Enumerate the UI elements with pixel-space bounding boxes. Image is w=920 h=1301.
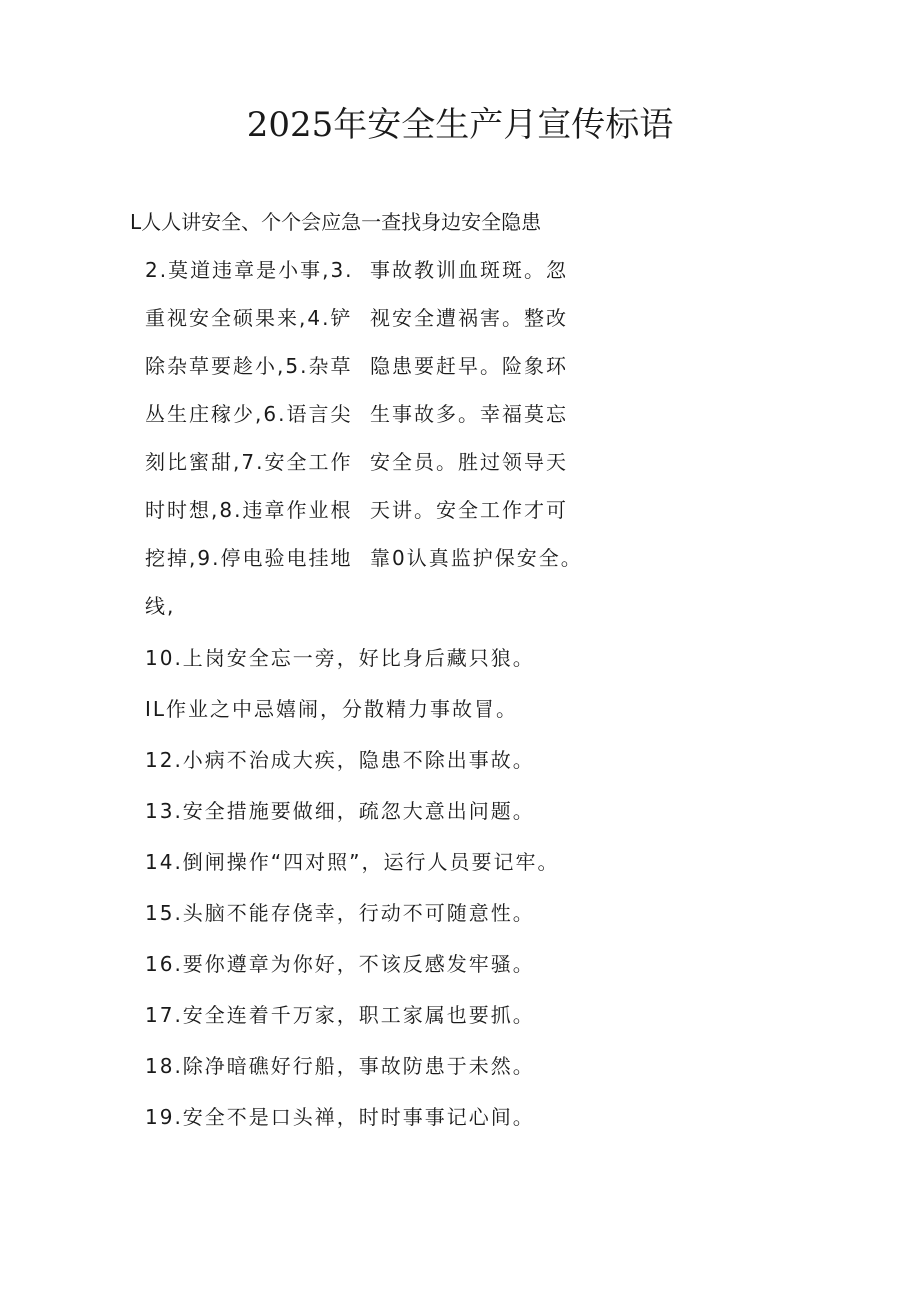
left-column-line: 除杂草要趁小,5.杂草 <box>145 354 353 378</box>
slogan-line-1: L人人讲安全、个个会应急一查找身边安全隐患 <box>130 210 542 234</box>
slogan-item: 17.安全连着千万家，职工家属也要抓。 <box>145 1003 535 1027</box>
left-column-line: 时时想,8.违章作业根 <box>145 498 353 522</box>
left-column-line: 挖掉,9.停电验电挂地 <box>145 546 353 570</box>
right-column-line: 靠0认真监护保安全。 <box>370 546 583 570</box>
slogan-item: 14.倒闸操作“四对照”，运行人员要记牢。 <box>145 850 560 874</box>
right-column-line: 生事故多。幸福莫忘 <box>370 402 568 426</box>
slogan-item: 19.安全不是口头禅，时时事事记心间。 <box>145 1105 535 1129</box>
right-column-line: 事故教训血斑斑。忽 <box>370 258 568 282</box>
slogan-item: IL作业之中忌嬉闹，分散精力事故冒。 <box>145 697 519 721</box>
slogan-item: 15.头脑不能存侥幸，行动不可随意性。 <box>145 901 535 925</box>
slogan-item: 12.小病不治成大疾，隐患不除出事故。 <box>145 748 535 772</box>
left-column-line: 刻比蜜甜,7.安全工作 <box>145 450 353 474</box>
right-column-line: 视安全遭祸害。整改 <box>370 306 568 330</box>
slogan-item: 13.安全措施要做细，疏忽大意出问题。 <box>145 799 535 823</box>
right-column-line: 安全员。胜过领导天 <box>370 450 568 474</box>
slogan-item: 18.除净暗礁好行船，事故防患于未然。 <box>145 1054 535 1078</box>
right-column-line: 天讲。安全工作才可 <box>370 498 568 522</box>
left-column-line: 丛生庄稼少,6.语言尖 <box>145 402 353 426</box>
document-title: 2025年安全生产月宣传标语 <box>246 105 674 145</box>
left-column-line: 线, <box>145 594 176 618</box>
slogan-item: 16.要你遵章为你好，不该反感发牢骚。 <box>145 952 535 976</box>
left-column-line: 重视安全硕果来,4.铲 <box>145 306 353 330</box>
slogan-item: 10.上岗安全忘一旁，好比身后藏只狼。 <box>145 646 535 670</box>
left-column-line: 2.莫道违章是小事,3. <box>145 258 354 282</box>
right-column-line: 隐患要赶早。险象环 <box>370 354 568 378</box>
